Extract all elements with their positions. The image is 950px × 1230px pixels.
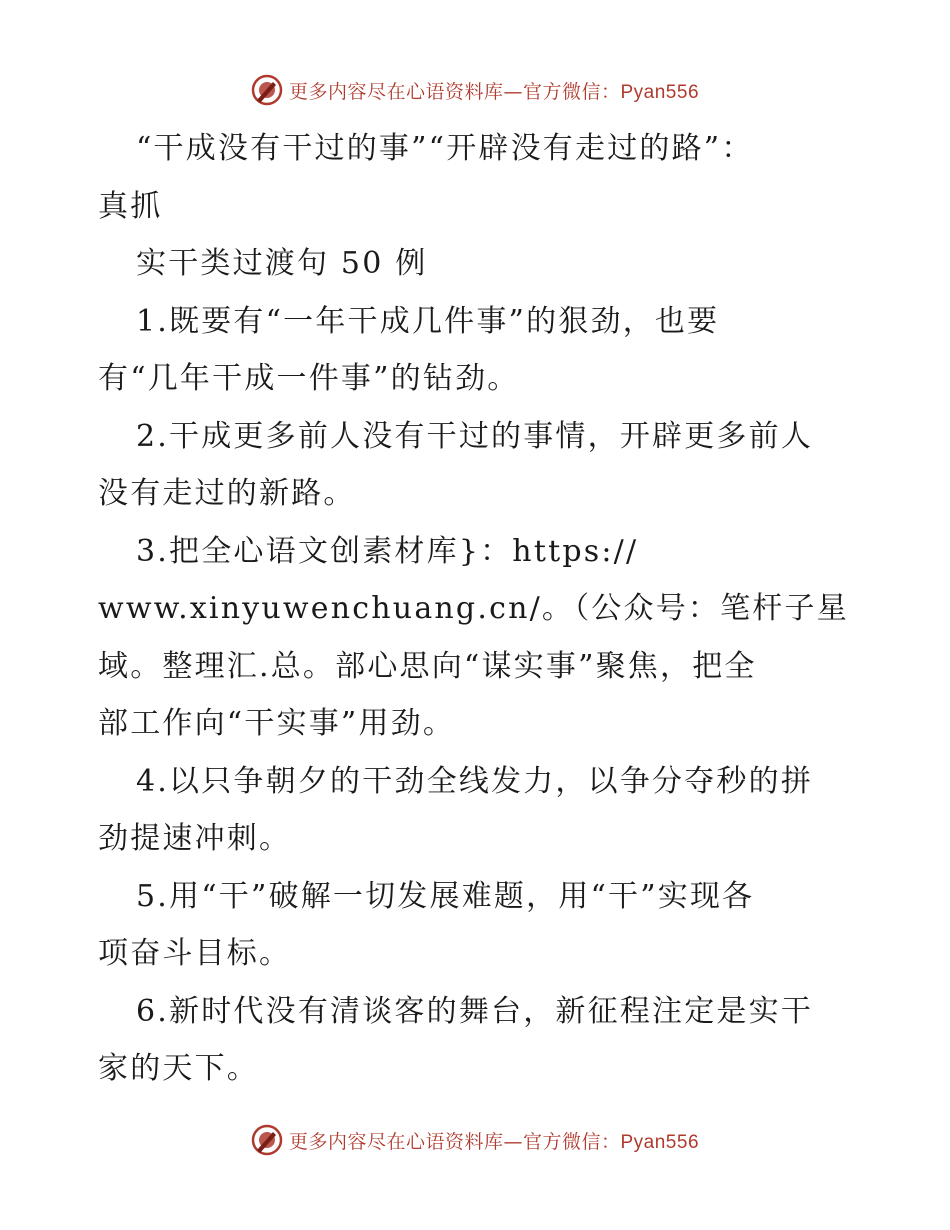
item-3-line-1: 3.把全心语文创素材库}：https:// (136, 533, 639, 569)
item-2-line-2: 没有走过的新路。 (98, 476, 356, 511)
subtitle-line: 实干类过渡句 50 例 (136, 246, 428, 281)
separator: — (503, 1130, 523, 1153)
brand-logo-icon (251, 1124, 283, 1156)
item-5-line-1: 5.用“干”破解一切发展难题，用“干”实现各 (136, 878, 755, 914)
item-4-line-1: 4.以只争朝夕的干劲全线发力，以争分夺秒的拼 (136, 763, 814, 799)
item-3-line-2: www.xinyuwenchuang.cn/。（公众号：笔杆子星 (98, 591, 849, 626)
wechat-label: 官方微信： (522, 80, 621, 103)
wechat-id: Pyan556 (620, 81, 700, 103)
item-3-line-4: 部工作向“干实事”用劲。 (98, 706, 456, 741)
separator: — (503, 80, 523, 103)
item-1-line-2: 有“几年干成一件事”的钻劲。 (98, 361, 520, 396)
item-4-line-2: 劲提速冲刺。 (98, 821, 292, 856)
item-6-line-1: 6.新时代没有清谈客的舞台，新征程注定是实干 (136, 993, 814, 1029)
brand-logo-icon (251, 74, 283, 106)
wechat-id: Pyan556 (620, 1131, 700, 1153)
document-body (98, 120, 858, 1098)
watermark-text (289, 77, 699, 104)
brand-text: 更多内容尽在心语资料库 (288, 80, 504, 103)
item-1-line-1: 1.既要有“一年干成几件事”的狠劲，也要 (136, 303, 720, 339)
wechat-label: 官方微信： (522, 1130, 621, 1153)
watermark-text (289, 1127, 699, 1154)
footer-watermark (0, 1122, 950, 1158)
item-6-line-2: 家的天下。 (98, 1051, 259, 1086)
brand-text: 更多内容尽在心语资料库 (288, 1130, 504, 1153)
item-5-line-2: 项奋斗目标。 (98, 936, 292, 971)
item-3-line-3: 域。整理汇.总。部心思向“谋实事”聚焦，把全 (98, 648, 757, 684)
header-watermark (0, 72, 950, 108)
title-line-1: “干成没有干过的事”“开辟没有走过的路”： (136, 131, 754, 166)
title-line-2: 真抓 (98, 188, 163, 224)
item-2-line-1: 2.干成更多前人没有干过的事情，开辟更多前人 (136, 418, 814, 454)
